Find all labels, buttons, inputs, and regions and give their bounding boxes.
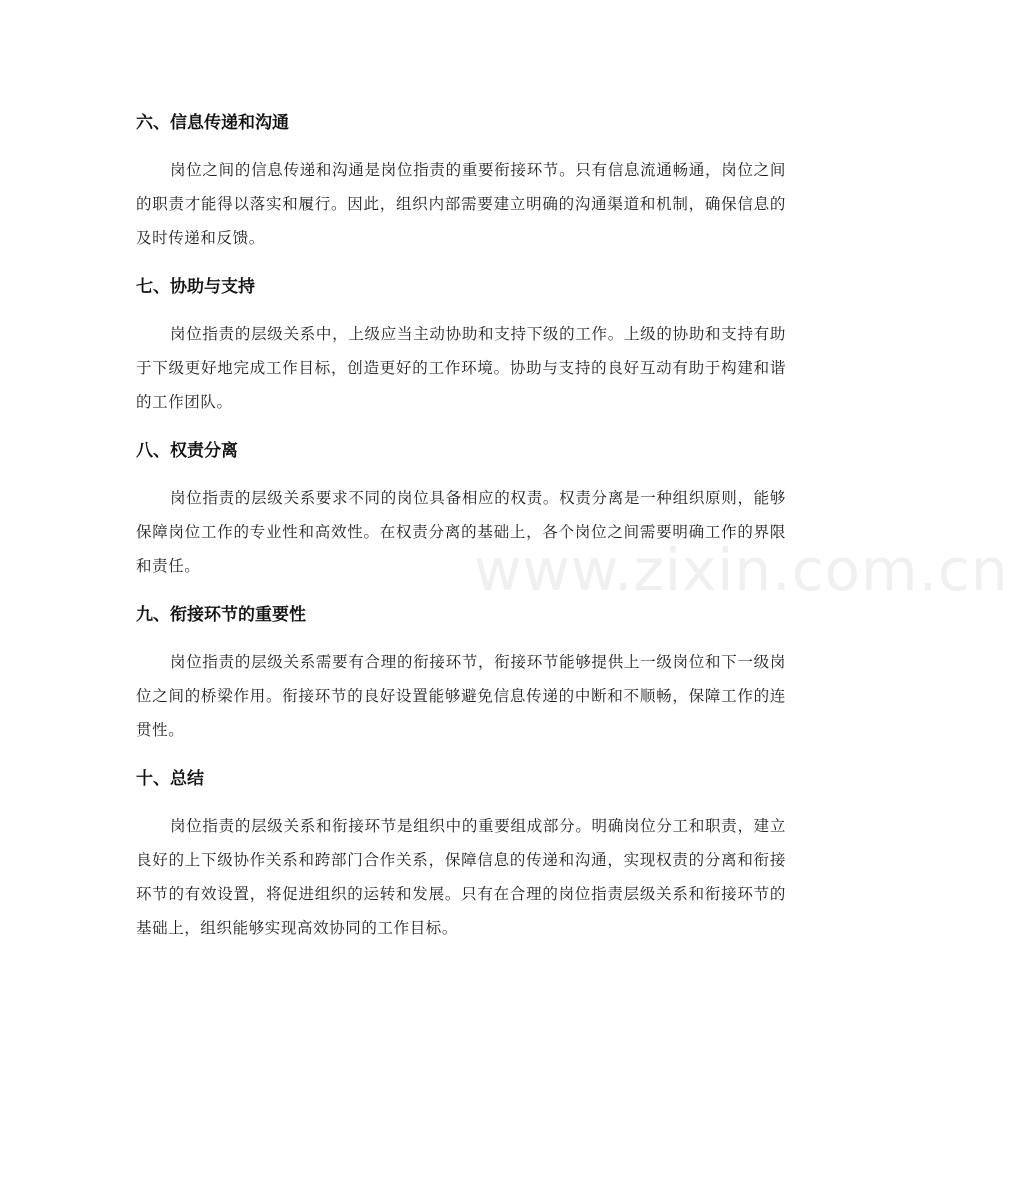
section-linkage-importance bbox=[136, 597, 786, 747]
section-paragraph: 岗位之间的信息传递和沟通是岗位指责的重要衔接环节。只有信息流通畅通，岗位之间的职责才能得以落实和履行。因此，组织内部需要建立明确的沟通渠道和机制，确保信息的及时传递和反馈。 bbox=[136, 161, 786, 247]
section-information-communication bbox=[136, 105, 786, 255]
watermark: www.zixin.com.cn bbox=[474, 536, 1009, 604]
section-paragraph: 岗位指责的层级关系要求不同的岗位具备相应的权责。权责分离是一种组织原则，能够保障岗位工作的专业性和高效性。在权责分离的基础上，各个岗位之间需要明确工作的界限和责任。 bbox=[136, 489, 786, 575]
section-paragraph: 岗位指责的层级关系需要有合理的衔接环节，衔接环节能够提供上一级岗位和下一级岗位之间的桥梁作用。衔接环节的良好设置能够避免信息传递的中断和不顺畅，保障工作的连贯性。 bbox=[136, 653, 786, 739]
section-paragraph: 岗位指责的层级关系和衔接环节是组织中的重要组成部分。明确岗位分工和职责，建立良好的上下级协作关系和跨部门合作关系，保障信息的传递和沟通，实现权责的分离和衔接环节的有效设置，将促进组织的运转和发展。只有在合理的岗位指责层级关系和衔接环节的基础上，组织能够实现高效协同的工作目标。 bbox=[136, 817, 786, 937]
section-heading: 八、权责分离 bbox=[136, 441, 238, 461]
section-paragraph: 岗位指责的层级关系中，上级应当主动协助和支持下级的工作。上级的协助和支持有助于下级更好地完成工作目标，创造更好的工作环境。协助与支持的良好互动有助于构建和谐的工作团队。 bbox=[136, 325, 786, 411]
section-heading: 十、总结 bbox=[136, 769, 204, 789]
document-body bbox=[136, 105, 786, 959]
section-heading: 六、信息传递和沟通 bbox=[136, 113, 289, 133]
section-separation-of-powers bbox=[136, 433, 786, 583]
section-heading: 七、协助与支持 bbox=[136, 277, 255, 297]
section-heading: 九、衔接环节的重要性 bbox=[136, 605, 306, 625]
section-assistance-support bbox=[136, 269, 786, 419]
section-summary bbox=[136, 761, 786, 945]
